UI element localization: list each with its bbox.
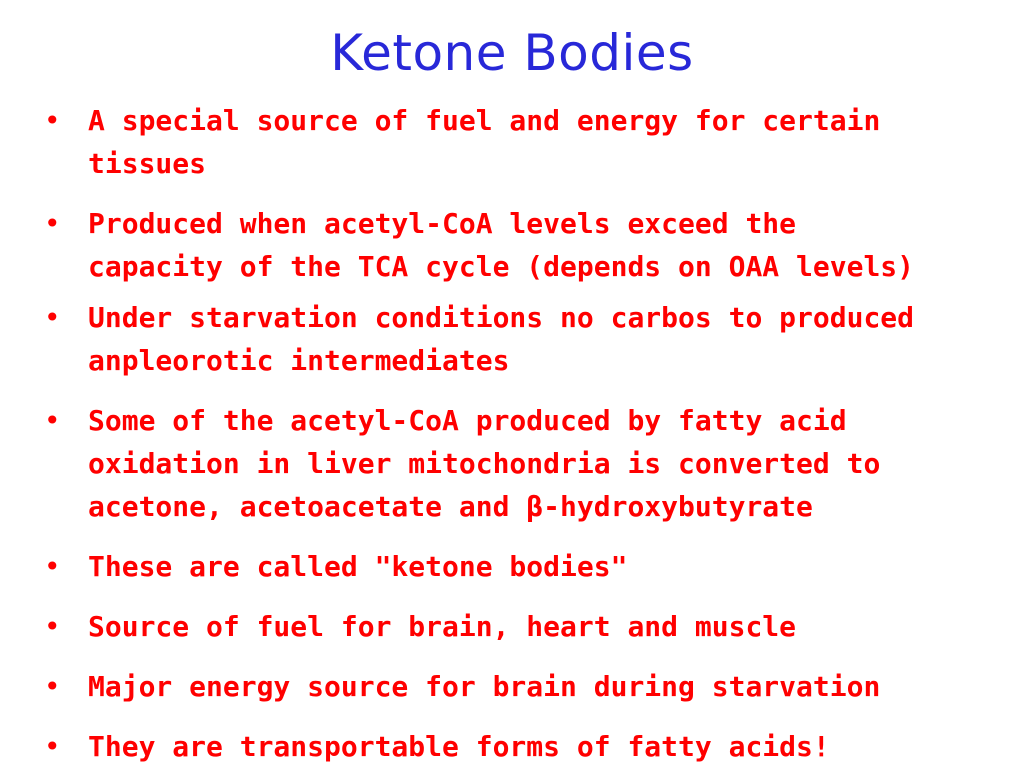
bullet-item-2: [44, 202, 994, 288]
bullet-item-7: [44, 665, 994, 708]
bullet-dot-icon: •: [44, 610, 61, 643]
bullet-item-5: [44, 545, 994, 588]
bullet-text-line: Under starvation conditions no carbos to produced: [88, 301, 915, 334]
bullet-text-line: Source of fuel for brain, heart and muscle: [88, 610, 797, 643]
bullet-list: [44, 99, 994, 768]
bullet-dot-icon: •: [44, 104, 61, 137]
bullet-dot-icon: •: [44, 207, 61, 240]
bullet-dot-icon: •: [44, 670, 61, 703]
bullet-text-line: tissues: [88, 147, 207, 180]
bullet-dot-icon: •: [44, 404, 61, 437]
bullet-text-line: oxidation in liver mitochondria is converted to: [88, 447, 881, 480]
bullet-text-line: Major energy source for brain during starvation: [88, 670, 881, 703]
bullet-text-line: A special source of fuel and energy for certain: [88, 104, 881, 137]
bullet-item-1: [44, 99, 994, 185]
bullet-item-4: [44, 399, 994, 528]
bullet-text-line: Produced when acetyl-CoA levels exceed the: [88, 207, 797, 240]
bullet-text-line: acetone, acetoacetate and β-hydroxybutyrate: [88, 490, 813, 523]
bullet-item-3: [44, 296, 994, 382]
bullet-text-line: These are called "ketone bodies": [88, 550, 628, 583]
bullet-dot-icon: •: [44, 550, 61, 583]
bullet-item-6: [44, 605, 994, 648]
bullet-text-line: Some of the acetyl-CoA produced by fatty acid: [88, 404, 847, 437]
bullet-text-line: capacity of the TCA cycle (depends on OAA levels): [88, 250, 915, 283]
bullet-text-line: anpleorotic intermediates: [88, 344, 510, 377]
bullet-text-line: They are transportable forms of fatty acids!: [88, 730, 830, 763]
bullet-item-8: [44, 725, 994, 768]
slide-title: Ketone Bodies: [330, 24, 694, 82]
bullet-dot-icon: •: [44, 730, 61, 763]
bullet-dot-icon: •: [44, 301, 61, 334]
